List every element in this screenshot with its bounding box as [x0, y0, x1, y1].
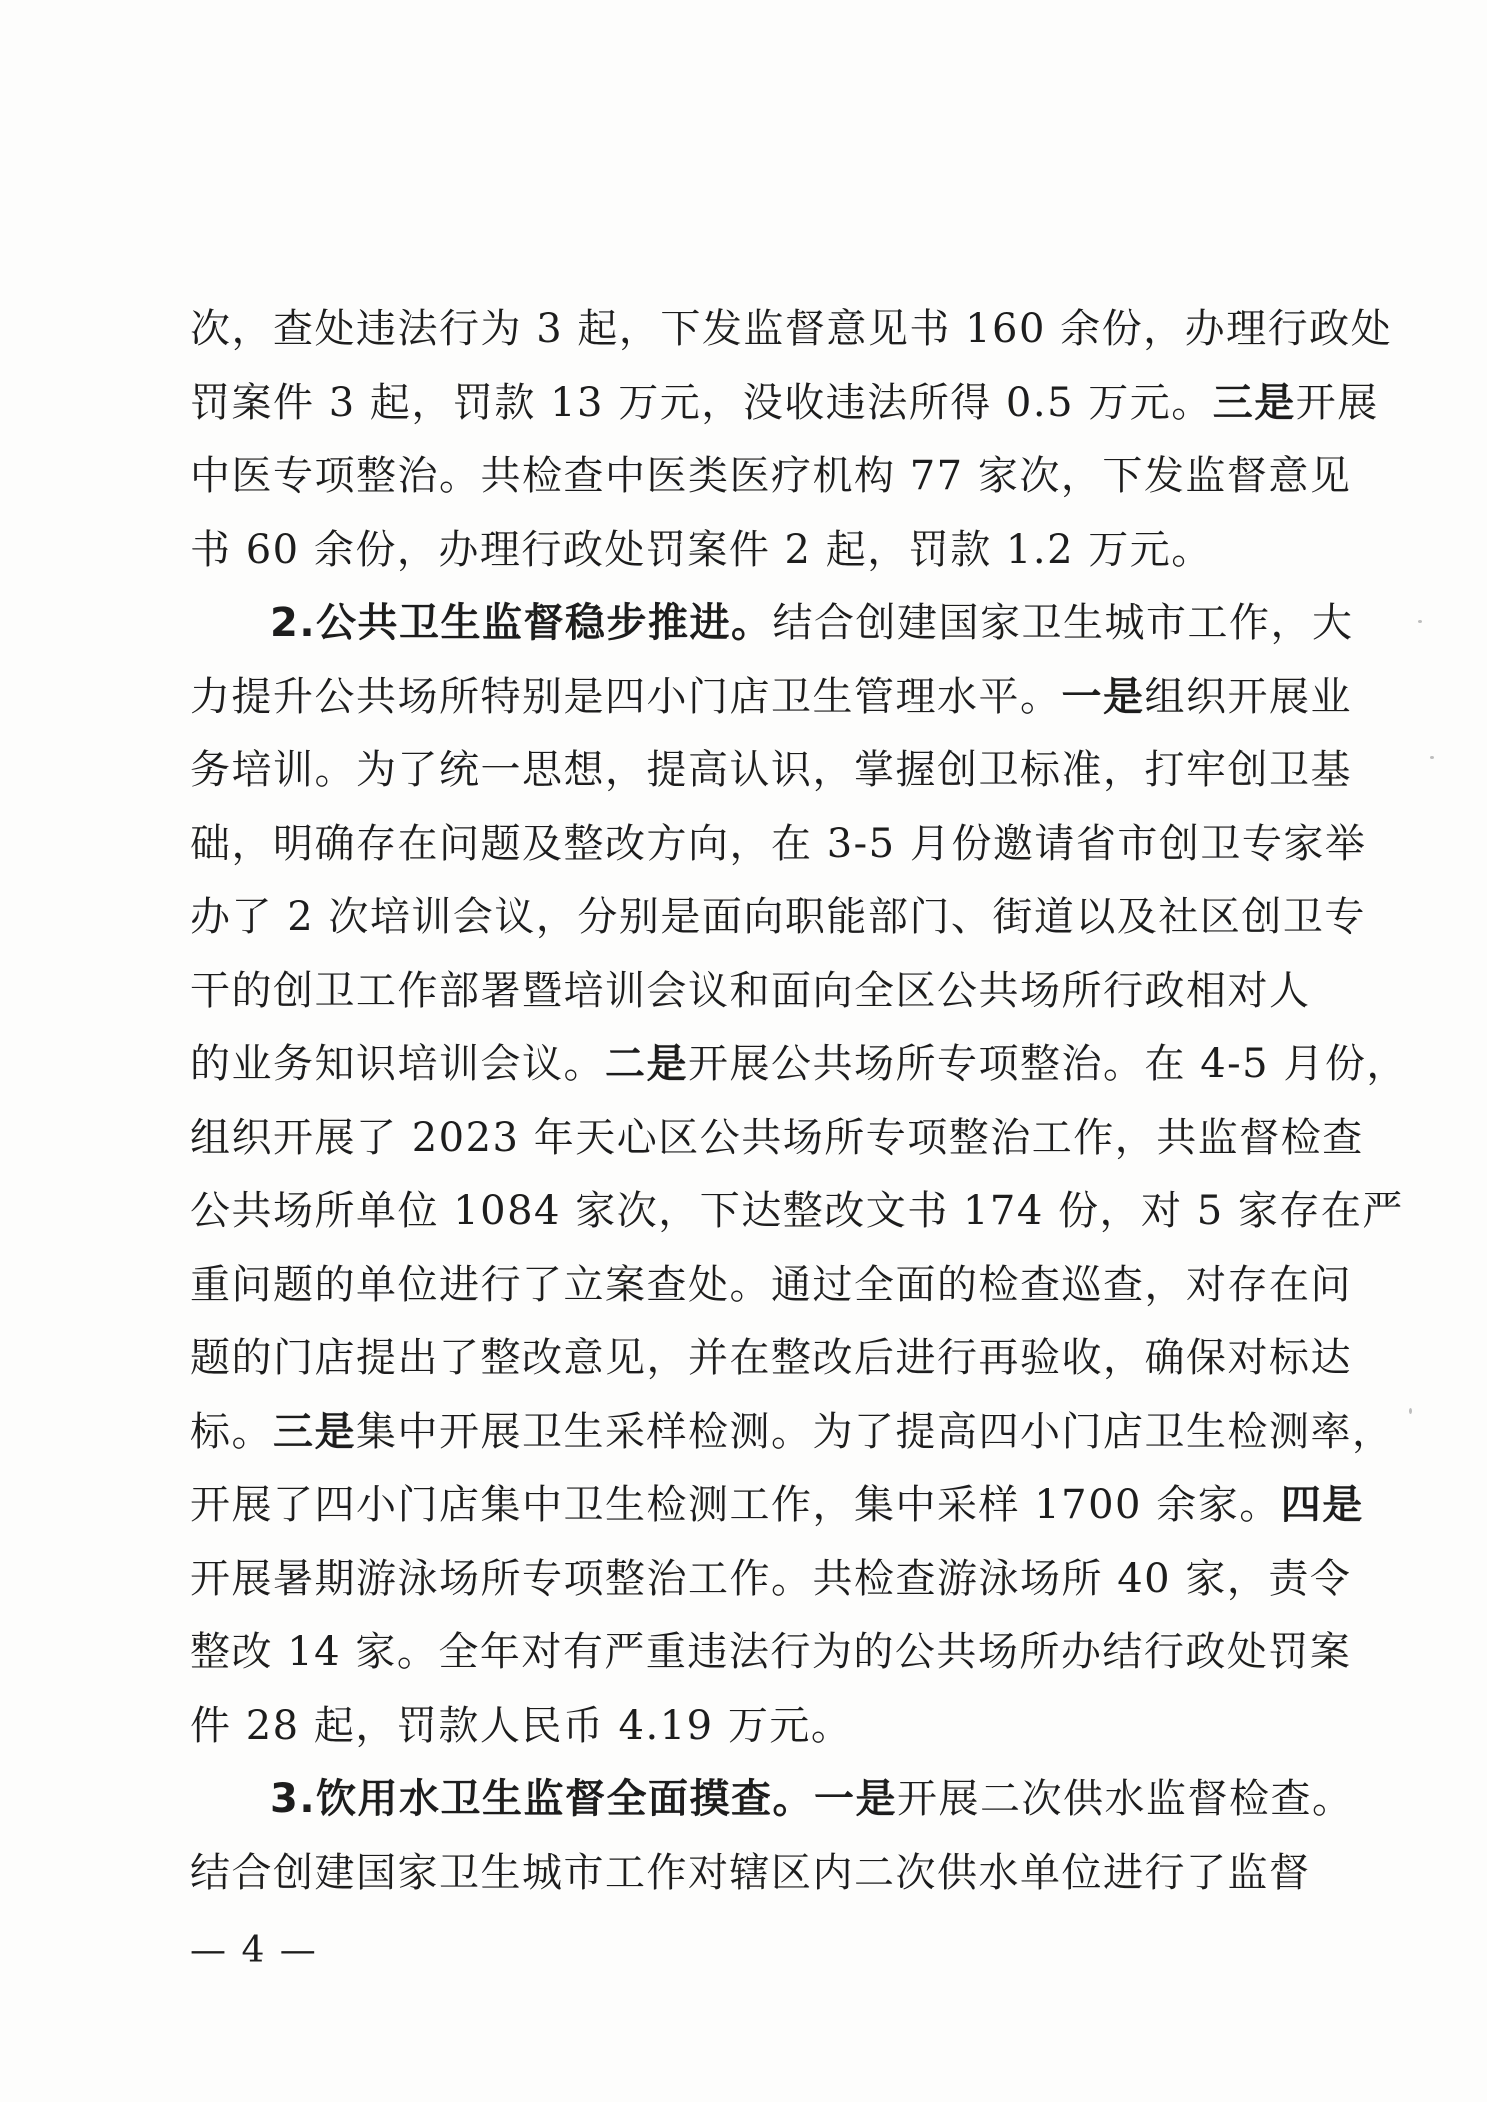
text-segment: 公共场所单位 1084 家次，下达整改文书 174 份，对 5 家存在严: [190, 1188, 1404, 1234]
text-line: [190, 808, 1367, 882]
emphasis-marker: 一是: [1061, 673, 1145, 720]
text-segment: 题的门店提出了整改意见，并在整改后进行再验收，确保对标达: [190, 1335, 1352, 1381]
text-segment: 标。: [190, 1408, 273, 1455]
text-segment: 开展公共场所专项整治。在 4-5 月份，: [688, 1041, 1408, 1087]
text-line: [190, 1175, 1404, 1249]
text-segment: 书 60 余份，办理行政处罚案件 2 起，罚款 1.2 万元。: [190, 526, 1213, 573]
text-segment: 整改 14 家。全年对有严重违法行为的公共场所办结行政处罚案: [190, 1629, 1352, 1675]
text-segment: 件 28 起，罚款人民币 4.19 万元。: [190, 1702, 853, 1749]
text-segment: 罚案件 3 起，罚款 13 万元，没收违法所得 0.5 万元。: [190, 379, 1213, 426]
text-segment: 结合创建国家卫生城市工作，大: [772, 600, 1354, 646]
emphasis-marker: 二是: [605, 1041, 688, 1087]
text-segment: 务培训。为了统一思想，提高认识，掌握创卫标准，打牢创卫基: [190, 747, 1352, 793]
text-line: [190, 1616, 1352, 1690]
text-line: [190, 367, 1379, 441]
text-line: [190, 514, 1300, 588]
emphasis-marker: 三是: [1212, 379, 1296, 426]
text-line: [190, 1028, 1408, 1102]
text-segment: 组织开展了 2023 年天心区公共场所专项整治工作，共监督检查: [190, 1114, 1364, 1161]
emphasis-marker: 四是: [1280, 1482, 1364, 1528]
scan-speck: [1409, 1408, 1412, 1414]
text-segment: 次，查处违法行为 3 起，下发监督意见书 160 余份，办理行政处: [190, 306, 1393, 352]
text-segment: 开展暑期游泳场所专项整治工作。共检查游泳场所 40 家，责令: [190, 1555, 1352, 1602]
text-line: [190, 1543, 1352, 1617]
section-heading: 2.公共卫生监督稳步推进。: [270, 600, 773, 646]
text-line: [190, 1249, 1352, 1323]
emphasis-marker: 三是: [273, 1408, 356, 1455]
scan-speck: [1430, 756, 1434, 759]
text-segment: 干的创卫工作部署暨培训会议和面向全区公共场所行政相对人: [190, 967, 1311, 1014]
text-line: [190, 955, 1311, 1029]
text-line: [190, 587, 1354, 661]
text-segment: 重问题的单位进行了立案查处。通过全面的检查巡查，对存在问: [190, 1261, 1352, 1308]
text-segment: 开展: [1295, 379, 1379, 426]
document-body-text: [190, 293, 1408, 1910]
section-heading: 3.饮用水卫生监督全面摸查。: [270, 1776, 815, 1822]
text-line: [190, 1763, 1354, 1837]
text-segment: 的业务知识培训会议。: [190, 1041, 605, 1087]
text-segment: 力提升公共场所特别是四小门店卫生管理水平。: [190, 673, 1062, 720]
text-line: [190, 293, 1393, 367]
text-line: [190, 661, 1352, 735]
text-segment: 础，明确存在问题及整改方向，在 3-5 月份邀请省市创卫专家举: [190, 820, 1367, 867]
text-segment: 组织开展业: [1144, 673, 1352, 720]
text-line: [190, 881, 1366, 955]
text-line: [190, 1690, 1300, 1764]
text-line: [190, 734, 1352, 808]
page-number: — 4 —: [190, 1930, 318, 1971]
text-line: [190, 1469, 1364, 1543]
text-line: [190, 1102, 1364, 1176]
text-segment: 中医专项整治。共检查中医类医疗机构 77 家次，下发监督意见: [190, 453, 1352, 499]
text-segment: 结合创建国家卫生城市工作对辖区内二次供水单位进行了监督: [190, 1849, 1311, 1896]
text-line: [190, 1837, 1311, 1911]
scan-speck: [1418, 620, 1422, 623]
text-segment: 开展二次供水监督检查。: [897, 1776, 1354, 1822]
emphasis-marker: 一是: [814, 1776, 898, 1822]
text-segment: 开展了四小门店集中卫生检测工作，集中采样 1700 余家。: [190, 1482, 1281, 1528]
text-segment: 集中开展卫生采样检测。为了提高四小门店卫生检测率，: [356, 1408, 1394, 1455]
text-segment: 办了 2 次培训会议，分别是面向职能部门、街道以及社区创卫专: [190, 894, 1366, 940]
text-line: [190, 1396, 1394, 1470]
text-line: [190, 1322, 1352, 1396]
text-line: [190, 440, 1352, 514]
